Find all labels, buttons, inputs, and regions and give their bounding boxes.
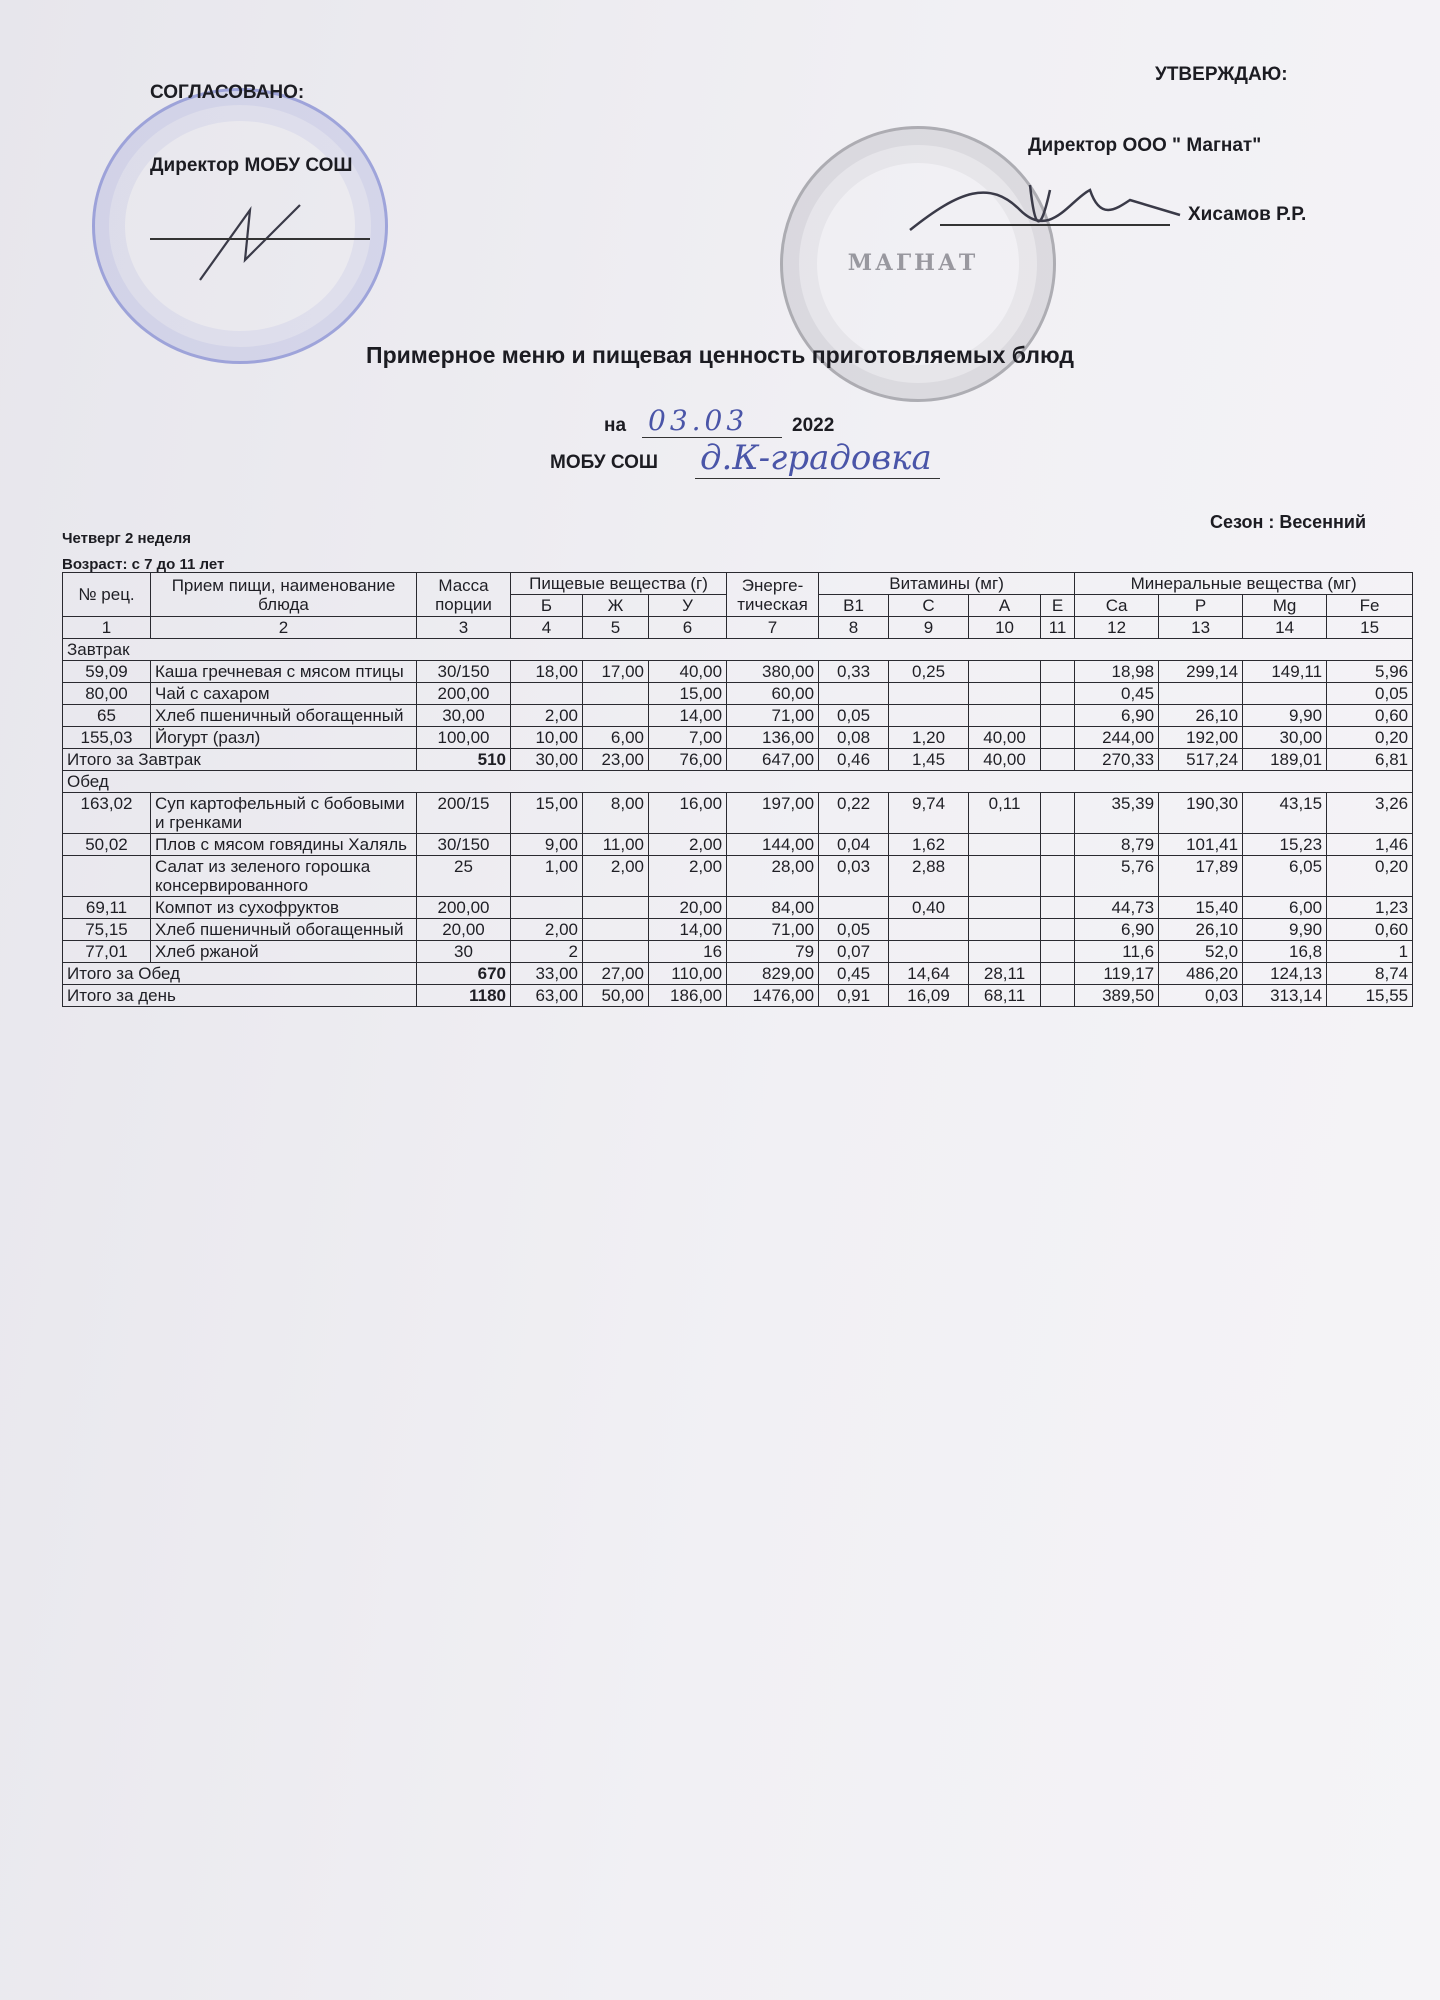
table-cell: 2,00 [511,919,583,941]
table-row [63,793,1413,834]
total-value: 6,81 [1327,749,1413,771]
table-cell: 20,00 [417,919,511,941]
total-value: 829,00 [727,963,819,985]
table-cell: 0,60 [1327,919,1413,941]
total-value: 50,00 [583,985,649,1007]
column-number: 12 [1075,617,1159,639]
school-handwritten: д.К-градовка [700,438,932,478]
approval-left-label: СОГЛАСОВАНО: [150,82,305,103]
column-number: 9 [889,617,969,639]
table-cell: 44,73 [1075,897,1159,919]
table-row [63,661,1413,683]
date-handwritten: 03.03 [648,404,749,437]
table-cell: 6,90 [1075,919,1159,941]
header-energy: Энерге-тическая [727,573,819,617]
column-number: 1 [63,617,151,639]
table-cell: 200,00 [417,683,511,705]
table-cell: 0,33 [819,661,889,683]
table-cell [969,897,1041,919]
table-cell: 200/15 [417,793,511,834]
dish-name-cell: Хлеб ржаной [151,941,417,963]
table-row [63,727,1413,749]
table-cell: 0,45 [1075,683,1159,705]
total-value [1041,985,1075,1007]
school-prefix: МОБУ СОШ [550,452,659,473]
total-value [1041,963,1075,985]
table-cell: 2,00 [649,834,727,856]
header-rec: № рец. [63,573,151,617]
dish-name-cell: Хлеб пшеничный обогащенный [151,919,417,941]
table-cell: 18,98 [1075,661,1159,683]
table-cell: 0,05 [819,705,889,727]
header-b1: В1 [819,595,889,617]
table-cell [1041,727,1075,749]
table-cell: 0,22 [819,793,889,834]
table-cell: 3,26 [1327,793,1413,834]
table-cell: 26,10 [1159,919,1243,941]
document-title: Примерное меню и пищевая ценность приготовляемых блюд [366,342,1074,368]
column-number: 11 [1041,617,1075,639]
header-a: А [969,595,1041,617]
table-cell: 9,00 [511,834,583,856]
table-cell: 136,00 [727,727,819,749]
column-number: 13 [1159,617,1243,639]
table-row [63,705,1413,727]
column-number: 8 [819,617,889,639]
table-row [63,897,1413,919]
table-cell: 299,14 [1159,661,1243,683]
table-cell: 75,15 [63,919,151,941]
table-cell: 1,00 [511,856,583,897]
total-value: 389,50 [1075,985,1159,1007]
table-cell: 6,05 [1243,856,1327,897]
total-value: 76,00 [649,749,727,771]
total-value: 8,74 [1327,963,1413,985]
table-cell [969,834,1041,856]
total-value: 30,00 [511,749,583,771]
table-cell: 84,00 [727,897,819,919]
total-row [63,749,1413,771]
table-cell: 11,6 [1075,941,1159,963]
table-cell [1041,683,1075,705]
header-nutrients: Пищевые вещества (г) [511,573,727,595]
table-cell [969,919,1041,941]
table-cell: 26,10 [1159,705,1243,727]
table-cell: 30,00 [1243,727,1327,749]
section-row [63,771,1413,793]
table-cell [1041,661,1075,683]
date-year: 2022 [792,415,835,436]
table-cell: 163,02 [63,793,151,834]
section-row [63,639,1413,661]
total-row [63,963,1413,985]
table-cell: 30,00 [417,705,511,727]
total-value: 33,00 [511,963,583,985]
dish-name-cell: Компот из сухофруктов [151,897,417,919]
table-cell [1041,941,1075,963]
table-cell: 190,30 [1159,793,1243,834]
header-b: Б [511,595,583,617]
header-vitamins: Витамины (мг) [819,573,1075,595]
table-cell: 28,00 [727,856,819,897]
total-value: 486,20 [1159,963,1243,985]
header-ca: Ca [1075,595,1159,617]
table-cell [1041,919,1075,941]
column-number: 3 [417,617,511,639]
table-cell [819,897,889,919]
table-row [63,919,1413,941]
total-value: 270,33 [1075,749,1159,771]
dish-name-cell: Салат из зеленого горошка консервированного [151,856,417,897]
total-value: 14,64 [889,963,969,985]
table-cell: 40,00 [649,661,727,683]
table-cell: 16 [649,941,727,963]
table-cell: 17,89 [1159,856,1243,897]
total-value: 0,03 [1159,985,1243,1007]
meta-season: Сезон : Весенний [1210,512,1367,532]
column-number: 7 [727,617,819,639]
total-value: 27,00 [583,963,649,985]
table-cell [1041,897,1075,919]
column-number: 10 [969,617,1041,639]
total-value: 186,00 [649,985,727,1007]
total-value [1041,749,1075,771]
table-cell: 14,00 [649,705,727,727]
table-cell: 200,00 [417,897,511,919]
table-cell: 9,90 [1243,705,1327,727]
total-value: 189,01 [1243,749,1327,771]
date-prefix: на [604,415,627,436]
table-cell: 69,11 [63,897,151,919]
total-mass: 670 [417,963,511,985]
school-underline [695,478,940,479]
table-cell: 1,20 [889,727,969,749]
table-cell: 5,76 [1075,856,1159,897]
table-cell: 197,00 [727,793,819,834]
total-value: 313,14 [1243,985,1327,1007]
table-cell: 192,00 [1159,727,1243,749]
total-value: 63,00 [511,985,583,1007]
table-cell [1041,834,1075,856]
table-cell: 15,40 [1159,897,1243,919]
table-cell: 65 [63,705,151,727]
table-cell: 10,00 [511,727,583,749]
column-number: 2 [151,617,417,639]
table-cell [1243,683,1327,705]
table-cell: 144,00 [727,834,819,856]
total-mass: 1180 [417,985,511,1007]
meta-age: Возраст: с 7 до 11 лет [62,556,225,573]
table-cell: 0,60 [1327,705,1413,727]
table-cell: 0,25 [889,661,969,683]
table-cell: 30 [417,941,511,963]
total-label: Итого за Завтрак [63,749,417,771]
table-cell: 0,40 [889,897,969,919]
table-cell: 35,39 [1075,793,1159,834]
section-title: Завтрак [63,639,1413,661]
table-cell: 71,00 [727,919,819,941]
table-cell: 18,00 [511,661,583,683]
total-label: Итого за Обед [63,963,417,985]
table-cell [583,705,649,727]
dish-name-cell: Плов с мясом говядины Халяль [151,834,417,856]
table-cell: 30/150 [417,661,511,683]
header-dish: Прием пищи, наименование блюда [151,573,417,617]
dish-name-cell: Йогурт (разл) [151,727,417,749]
table-cell [511,897,583,919]
table-cell: 0,20 [1327,856,1413,897]
total-value: 15,55 [1327,985,1413,1007]
table-cell: 43,15 [1243,793,1327,834]
table-cell: 244,00 [1075,727,1159,749]
table-cell: 2 [511,941,583,963]
approval-right-label: УТВЕРЖДАЮ: [1155,64,1288,85]
total-value: 517,24 [1159,749,1243,771]
table-cell [583,683,649,705]
signature-left [190,200,320,290]
table-cell: 0,03 [819,856,889,897]
table-cell [1041,705,1075,727]
table-cell: 155,03 [63,727,151,749]
header-c: С [889,595,969,617]
table-cell: 5,96 [1327,661,1413,683]
table-cell: 0,07 [819,941,889,963]
table-cell: 149,11 [1243,661,1327,683]
table-cell: 6,00 [1243,897,1327,919]
approval-right-name: Хисамов Р.Р. [1188,204,1307,225]
table-cell [889,683,969,705]
table-cell: 15,23 [1243,834,1327,856]
table-cell: 1,23 [1327,897,1413,919]
meta-day: Четверг 2 неделя [62,530,192,547]
table-row [63,834,1413,856]
dish-name-cell: Суп картофельный с бобовыми и гренками [151,793,417,834]
header-e: Е [1041,595,1075,617]
header-fe: Fe [1327,595,1413,617]
table-cell: 1,46 [1327,834,1413,856]
header-mg: Mg [1243,595,1327,617]
table-cell: 0,08 [819,727,889,749]
table-cell: 80,00 [63,683,151,705]
table-cell: 14,00 [649,919,727,941]
table-cell: 8,00 [583,793,649,834]
table-cell: 9,90 [1243,919,1327,941]
table-row [63,856,1413,897]
table-cell [889,705,969,727]
table-cell [1041,793,1075,834]
table-cell [1041,856,1075,897]
section-title: Обед [63,771,1413,793]
total-mass: 510 [417,749,511,771]
table-cell [889,919,969,941]
table-cell: 71,00 [727,705,819,727]
table-cell: 6,00 [583,727,649,749]
total-value: 1,45 [889,749,969,771]
stamp-logo-text: МАГНАТ [847,250,979,276]
table-cell: 8,79 [1075,834,1159,856]
table-cell: 16,8 [1243,941,1327,963]
table-cell: 101,41 [1159,834,1243,856]
table-cell: 30/150 [417,834,511,856]
table-cell [969,705,1041,727]
approval-right-role: Директор ООО " Магнат" [1028,135,1262,156]
table-cell: 2,00 [511,705,583,727]
total-value: 0,91 [819,985,889,1007]
total-value: 119,17 [1075,963,1159,985]
total-value: 16,09 [889,985,969,1007]
signature-line-right [940,224,1170,226]
header-mass: Масса порции [417,573,511,617]
table-cell: 25 [417,856,511,897]
table-cell: 77,01 [63,941,151,963]
header-p: P [1159,595,1243,617]
approval-left-role: Директор МОБУ СОШ [150,155,353,176]
column-number-row [63,617,1413,639]
column-number: 15 [1327,617,1413,639]
table-cell [969,941,1041,963]
total-value: 0,46 [819,749,889,771]
table-cell: 60,00 [727,683,819,705]
dish-name-cell: Каша гречневая с мясом птицы [151,661,417,683]
table-cell: 0,04 [819,834,889,856]
column-number: 5 [583,617,649,639]
header-zh: Ж [583,595,649,617]
menu-table [62,572,1413,1007]
table-cell: 380,00 [727,661,819,683]
table-cell [819,683,889,705]
table-cell: 0,11 [969,793,1041,834]
total-value: 23,00 [583,749,649,771]
total-value: 0,45 [819,963,889,985]
table-cell: 9,74 [889,793,969,834]
table-row [63,683,1413,705]
table-cell: 79 [727,941,819,963]
table-cell [969,683,1041,705]
total-value: 124,13 [1243,963,1327,985]
table-cell [583,897,649,919]
table-cell [969,661,1041,683]
table-cell [889,941,969,963]
table-cell [583,941,649,963]
total-value: 647,00 [727,749,819,771]
table-cell: 0,20 [1327,727,1413,749]
table-cell: 52,0 [1159,941,1243,963]
header-minerals: Минеральные вещества (мг) [1075,573,1413,595]
total-label: Итого за день [63,985,417,1007]
table-cell: 2,00 [583,856,649,897]
total-value: 40,00 [969,749,1041,771]
total-value: 1476,00 [727,985,819,1007]
table-cell [63,856,151,897]
table-cell: 20,00 [649,897,727,919]
table-cell: 40,00 [969,727,1041,749]
column-number: 4 [511,617,583,639]
total-value: 28,11 [969,963,1041,985]
table-cell: 1 [1327,941,1413,963]
table-cell: 16,00 [649,793,727,834]
column-number: 6 [649,617,727,639]
header-u: У [649,595,727,617]
column-number: 14 [1243,617,1327,639]
signature-line-left [150,238,370,240]
total-row [63,985,1413,1007]
table-cell: 59,09 [63,661,151,683]
table-cell: 50,02 [63,834,151,856]
table-cell: 11,00 [583,834,649,856]
table-cell: 7,00 [649,727,727,749]
table-cell [511,683,583,705]
signature-right [900,170,1200,250]
dish-name-cell: Чай с сахаром [151,683,417,705]
table-cell: 17,00 [583,661,649,683]
total-value: 68,11 [969,985,1041,1007]
table-cell [969,856,1041,897]
table-row [63,941,1413,963]
dish-name-cell: Хлеб пшеничный обогащенный [151,705,417,727]
table-cell: 2,88 [889,856,969,897]
table-cell: 15,00 [649,683,727,705]
table-cell: 100,00 [417,727,511,749]
table-cell: 0,05 [819,919,889,941]
table-cell: 1,62 [889,834,969,856]
table-cell: 2,00 [649,856,727,897]
table-cell: 6,90 [1075,705,1159,727]
table-cell [583,919,649,941]
total-value: 110,00 [649,963,727,985]
table-cell: 0,05 [1327,683,1413,705]
table-cell: 15,00 [511,793,583,834]
table-cell [1159,683,1243,705]
